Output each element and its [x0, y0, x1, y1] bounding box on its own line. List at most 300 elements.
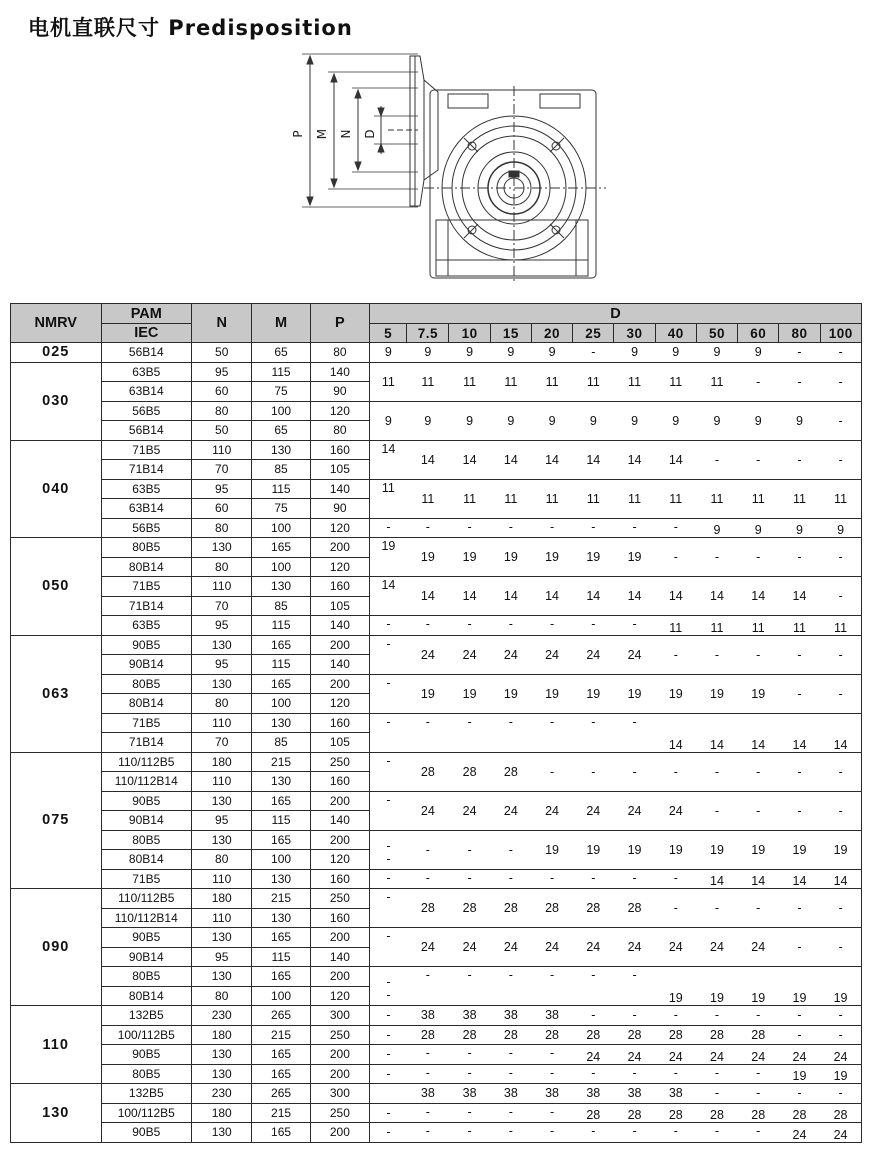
d-value-cell — [696, 869, 737, 889]
d-value-cell — [696, 538, 737, 577]
d-value: 11 — [421, 374, 435, 389]
d-value-cell — [531, 674, 572, 713]
d-value: 38 — [586, 1086, 601, 1101]
iec-cell: 90B14 — [101, 811, 192, 831]
d-value-cell — [779, 889, 820, 928]
d-value-cell — [573, 343, 614, 363]
d-value-cell — [614, 791, 655, 830]
d-value: - — [632, 870, 637, 885]
d-value-cell — [779, 791, 820, 830]
d-value-cell — [614, 1084, 655, 1104]
d-value: 24 — [586, 940, 601, 954]
d-value: - — [797, 647, 802, 662]
d-value-cell — [779, 1064, 820, 1084]
iec-cell: 90B14 — [101, 655, 192, 675]
table-row — [11, 401, 862, 421]
d-value-cell — [779, 752, 820, 791]
d-value: 19 — [668, 842, 683, 857]
d-value: - — [673, 1008, 678, 1023]
d-value: 19 — [710, 991, 724, 1005]
d-value-cell — [573, 967, 614, 1006]
d-value-cell — [573, 1006, 614, 1026]
d-value: - — [386, 792, 391, 807]
d-value: 9 — [837, 523, 845, 537]
d-value-cell — [531, 1025, 572, 1045]
m-cell: 75 — [252, 382, 310, 402]
d-value-cell — [407, 1006, 449, 1026]
d-value-cell — [407, 440, 449, 479]
d-value: - — [591, 714, 596, 729]
header-d-col: 20 — [531, 324, 572, 343]
d-value-cell — [820, 1006, 861, 1026]
iec-cell: 71B5 — [101, 713, 192, 733]
d-value-cell — [490, 343, 531, 363]
d-value-cell — [490, 1084, 531, 1104]
d-value-cell — [490, 928, 531, 967]
d-value-cell — [696, 362, 737, 401]
d-value: 28 — [586, 901, 601, 915]
d-value: 24 — [627, 647, 642, 662]
d-value-cell — [449, 967, 490, 1006]
d-value: 19 — [586, 686, 601, 701]
d-value-cell — [614, 1064, 655, 1084]
d-value: 9 — [713, 523, 721, 537]
d-value-cell — [449, 869, 490, 889]
d-value-cell — [370, 538, 407, 577]
iec-cell: 90B5 — [101, 635, 192, 655]
iec-cell: 80B5 — [101, 538, 192, 558]
d-value: 14 — [381, 441, 396, 456]
d-value-cell — [531, 967, 572, 1006]
p-cell: 200 — [310, 830, 369, 850]
n-cell: 130 — [192, 635, 252, 655]
d-value-cell — [738, 1103, 779, 1123]
d-value: 19 — [462, 686, 477, 701]
nmrv-size: 130 — [11, 1084, 102, 1143]
p-cell: 120 — [310, 557, 369, 577]
d-value-cell — [573, 635, 614, 674]
d-value: - — [425, 1046, 430, 1060]
d-value-cell — [696, 713, 737, 752]
d-value-cell — [490, 518, 531, 538]
n-cell: 130 — [192, 1123, 252, 1143]
d-value-cell — [449, 1103, 490, 1123]
iec-cell: 132B5 — [101, 1006, 192, 1026]
dim-label-n: N — [339, 129, 353, 139]
d-value: 28 — [792, 1108, 807, 1122]
n-cell: 110 — [192, 577, 252, 597]
d-value: - — [508, 842, 513, 857]
iec-cell: 80B5 — [101, 674, 192, 694]
iec-cell: 90B14 — [101, 947, 192, 967]
d-value-cell — [696, 1084, 737, 1104]
iec-cell: 56B14 — [101, 421, 192, 441]
d-value-cell — [779, 635, 820, 674]
d-value-cell — [696, 518, 737, 538]
d-value: 9 — [631, 345, 639, 360]
d-value-cell — [370, 1064, 407, 1084]
p-cell: 200 — [310, 1123, 369, 1143]
d-value-cell — [531, 518, 572, 538]
d-value: 28 — [586, 1027, 601, 1042]
d-value-cell — [696, 1045, 737, 1065]
m-cell: 115 — [252, 616, 310, 636]
d-value-cell — [696, 401, 737, 440]
n-cell: 130 — [192, 830, 252, 850]
m-cell: 100 — [252, 986, 310, 1006]
n-cell: 95 — [192, 947, 252, 967]
d-value: - — [797, 901, 802, 915]
d-value-cell — [490, 713, 531, 752]
d-value: - — [508, 968, 513, 982]
m-cell: 85 — [252, 460, 310, 480]
d-value-cell — [696, 1006, 737, 1026]
n-cell: 80 — [192, 850, 252, 870]
d-value-cell — [820, 577, 861, 616]
m-cell: 130 — [252, 440, 310, 460]
d-value-cell — [490, 752, 531, 791]
d-value-cell — [531, 1084, 572, 1104]
d-value-cell — [573, 752, 614, 791]
d-value: 9 — [796, 413, 803, 428]
d-value: 19 — [833, 1069, 848, 1083]
p-cell: 80 — [310, 343, 369, 363]
d-value-cell — [696, 1064, 737, 1084]
p-cell: 160 — [310, 772, 369, 792]
n-cell: 180 — [192, 1025, 252, 1045]
header-pam: PAM — [101, 304, 192, 324]
p-cell: 200 — [310, 1064, 369, 1084]
d-value-cell — [407, 674, 449, 713]
d-value-cell — [738, 616, 779, 636]
d-value: - — [714, 1124, 720, 1138]
d-value: 19 — [751, 842, 766, 857]
d-value: 19 — [545, 686, 560, 701]
d-value-cell — [779, 928, 820, 967]
d-value-cell — [738, 713, 779, 752]
d-value-cell — [655, 479, 696, 518]
d-value-cell — [490, 635, 531, 674]
nmrv-size: 025 — [11, 343, 102, 363]
n-cell: 95 — [192, 655, 252, 675]
d-value-cell — [655, 362, 696, 401]
m-cell: 75 — [252, 499, 310, 519]
d-value-cell — [449, 479, 490, 518]
m-cell: 130 — [252, 869, 310, 889]
d-value: 24 — [503, 803, 518, 818]
p-cell: 140 — [310, 655, 369, 675]
iec-cell: 71B5 — [101, 440, 192, 460]
d-value: - — [838, 413, 843, 428]
d-value-cell — [573, 362, 614, 401]
d-value: 14 — [381, 578, 396, 592]
d-value-cell — [490, 538, 531, 577]
d-value: - — [549, 617, 555, 631]
d-value: - — [508, 519, 513, 534]
d-value: 11 — [586, 491, 600, 506]
p-cell: 250 — [310, 889, 369, 909]
d-value-cell — [490, 401, 531, 440]
d-value: 24 — [710, 940, 724, 954]
iec-cell: 63B5 — [101, 616, 192, 636]
d-value: 28 — [833, 1108, 848, 1122]
p-cell: 90 — [310, 499, 369, 519]
dim-label-d: D — [363, 129, 377, 139]
d-value: 19 — [792, 991, 807, 1005]
d-value-cell — [490, 479, 531, 518]
d-value: 9 — [424, 345, 432, 360]
d-value-cell — [531, 635, 572, 674]
d-value: - — [386, 519, 391, 534]
table-row — [11, 1045, 862, 1065]
d-value-cell — [779, 830, 820, 869]
iec-cell: 100/112B5 — [101, 1103, 192, 1123]
d-value: - — [467, 870, 472, 885]
d-value-cell — [449, 928, 490, 967]
d-value: - — [838, 901, 843, 915]
d-value-cell — [449, 440, 490, 479]
p-cell: 120 — [310, 518, 369, 538]
iec-cell: 110/112B5 — [101, 889, 192, 909]
d-value: - — [508, 1104, 513, 1119]
n-cell: 180 — [192, 752, 252, 772]
iec-cell: 90B5 — [101, 1045, 192, 1065]
d-value-cell — [779, 577, 820, 616]
d-value-cell — [490, 830, 531, 869]
m-cell: 100 — [252, 557, 310, 577]
n-cell: 130 — [192, 791, 252, 811]
d-value-cell — [407, 577, 449, 616]
d-value: - — [797, 550, 802, 564]
nmrv-size: 030 — [11, 362, 102, 440]
d-value: 9 — [754, 345, 762, 360]
header-d-col: 60 — [738, 324, 779, 343]
d-value: - — [714, 550, 720, 564]
d-value-cell — [738, 440, 779, 479]
d-value-cell — [370, 791, 407, 830]
iec-cell: 56B5 — [101, 518, 192, 538]
d-value-cell — [820, 343, 861, 363]
d-value: - — [591, 519, 596, 534]
d-value-cell — [820, 928, 861, 967]
d-value-cell — [738, 1064, 779, 1084]
d-value: 11 — [710, 620, 724, 635]
d-value: 11 — [834, 620, 848, 635]
n-cell: 70 — [192, 460, 252, 480]
d-value: - — [632, 617, 637, 631]
d-value: 14 — [420, 452, 435, 467]
d-value-cell — [531, 928, 572, 967]
d-value-cell — [370, 1103, 407, 1123]
d-value: - — [425, 842, 430, 857]
d-value-cell — [779, 967, 820, 1006]
m-cell: 115 — [252, 655, 310, 675]
n-cell: 95 — [192, 479, 252, 499]
d-value: 11 — [710, 491, 724, 506]
d-value: 19 — [420, 550, 435, 564]
table-row — [11, 1084, 862, 1104]
header-d-col: 50 — [696, 324, 737, 343]
d-value-cell — [655, 1045, 696, 1065]
d-value-cell — [614, 869, 655, 889]
d-value: 19 — [545, 842, 560, 857]
m-cell: 100 — [252, 518, 310, 538]
m-cell: 165 — [252, 830, 310, 850]
d-value-cell — [614, 538, 655, 577]
d-value: 14 — [627, 589, 642, 603]
d-value: 28 — [462, 901, 477, 915]
d-value-cell — [655, 518, 696, 538]
d-value-cell — [655, 635, 696, 674]
d-value-cell — [490, 1045, 531, 1065]
d-value: 28 — [751, 1027, 766, 1042]
d-value: 9 — [548, 345, 556, 360]
d-value-cell — [531, 479, 572, 518]
d-value: - — [756, 1124, 761, 1138]
d-value: - — [467, 1104, 472, 1119]
d-value-cell — [370, 1045, 407, 1065]
d-value-cell — [531, 401, 572, 440]
d-value: - — [714, 1086, 720, 1101]
d-value: 19 — [751, 686, 766, 701]
d-value: 28 — [420, 901, 435, 915]
d-value: - — [508, 1046, 513, 1060]
d-value-cell — [696, 967, 737, 1006]
n-cell: 110 — [192, 908, 252, 928]
p-cell: 160 — [310, 440, 369, 460]
d-value-cell — [449, 577, 490, 616]
d-value: 24 — [462, 940, 477, 954]
d-value-cell — [820, 1064, 861, 1084]
d-value-cell — [820, 440, 861, 479]
d-value: - — [425, 870, 430, 885]
d-value: - — [632, 1065, 637, 1080]
d-value: 24 — [833, 1049, 848, 1064]
d-value: 14 — [586, 452, 601, 467]
d-value-cell — [820, 1123, 861, 1143]
table-row — [11, 713, 862, 733]
d-value-cell — [655, 1123, 696, 1143]
iec-cell: 110/112B14 — [101, 772, 192, 792]
d-value-cell — [490, 1025, 531, 1045]
table-row — [11, 830, 862, 850]
p-cell: 250 — [310, 1103, 369, 1123]
d-value: 24 — [545, 940, 560, 954]
table-row — [11, 362, 862, 382]
d-value-cell — [779, 362, 820, 401]
d-value-cell — [614, 635, 655, 674]
d-value: - — [386, 753, 391, 768]
d-value: - — [386, 1008, 391, 1023]
d-value-cell — [573, 401, 614, 440]
d-value: - — [756, 1086, 761, 1101]
d-value-cell — [779, 1025, 820, 1045]
d-value-cell — [738, 791, 779, 830]
d-value: 11 — [586, 374, 600, 389]
iec-cell: 56B14 — [101, 343, 192, 363]
d-value: 28 — [710, 1027, 724, 1042]
iec-cell: 71B14 — [101, 460, 192, 480]
d-value-cell — [407, 869, 449, 889]
d-value: - — [673, 647, 678, 662]
d-value: 28 — [462, 1027, 477, 1042]
header-d-col: 10 — [449, 324, 490, 343]
d-value: - — [756, 647, 761, 662]
d-value-cell — [738, 967, 779, 1006]
d-value: 28 — [462, 764, 477, 779]
d-value: - — [632, 519, 637, 534]
d-value: - — [756, 901, 761, 915]
d-value-cell — [573, 577, 614, 616]
table-row — [11, 440, 862, 460]
iec-cell: 63B14 — [101, 382, 192, 402]
d-value-cell — [490, 1103, 531, 1123]
d-value: 14 — [751, 589, 766, 603]
d-value-cell — [614, 440, 655, 479]
p-cell: 120 — [310, 694, 369, 714]
d-value: 14 — [545, 452, 560, 467]
d-value-cell — [696, 928, 737, 967]
d-value-cell — [614, 1123, 655, 1143]
m-cell: 130 — [252, 908, 310, 928]
p-cell: 120 — [310, 986, 369, 1006]
d-value-cell — [573, 889, 614, 928]
d-value: 9 — [713, 413, 721, 428]
d-value-cell — [738, 577, 779, 616]
d-value-cell — [490, 967, 531, 1006]
d-value: 9 — [589, 413, 597, 428]
p-cell: 140 — [310, 811, 369, 831]
d-value: 11 — [421, 491, 435, 506]
d-value: - — [714, 647, 720, 662]
d-value: 11 — [504, 374, 518, 389]
d-value-cell — [738, 479, 779, 518]
d-value: - — [714, 901, 720, 915]
d-value: - — [797, 686, 802, 701]
d-value-cell — [696, 577, 737, 616]
n-cell: 80 — [192, 518, 252, 538]
d-value: - — [386, 617, 391, 631]
p-cell: 200 — [310, 674, 369, 694]
d-value: 9 — [384, 345, 392, 360]
d-value-cell — [449, 1025, 490, 1045]
header-d-col: 15 — [490, 324, 531, 343]
header-d-col: 40 — [655, 324, 696, 343]
d-value: 38 — [462, 1086, 477, 1101]
d-value-cell — [490, 362, 531, 401]
table-row — [11, 752, 862, 772]
d-value: - — [425, 1065, 430, 1080]
d-value: - — [838, 803, 843, 818]
n-cell: 230 — [192, 1084, 252, 1104]
n-cell: 50 — [192, 421, 252, 441]
d-value: - — [508, 714, 513, 729]
d-value-cell — [614, 889, 655, 928]
d-value: 38 — [420, 1008, 435, 1023]
d-value-cell — [490, 791, 531, 830]
d-value: 19 — [503, 550, 518, 564]
d-value: - — [632, 1124, 637, 1138]
d-value-cell — [370, 1006, 407, 1026]
d-value-cell — [820, 752, 861, 791]
d-value-cell — [407, 889, 449, 928]
d-value: - — [756, 1065, 761, 1080]
d-value: 28 — [751, 1108, 766, 1122]
d-value: - — [467, 968, 472, 982]
d-value: - — [386, 890, 391, 904]
d-value: 19 — [627, 842, 642, 857]
d-value: - — [549, 1065, 555, 1080]
